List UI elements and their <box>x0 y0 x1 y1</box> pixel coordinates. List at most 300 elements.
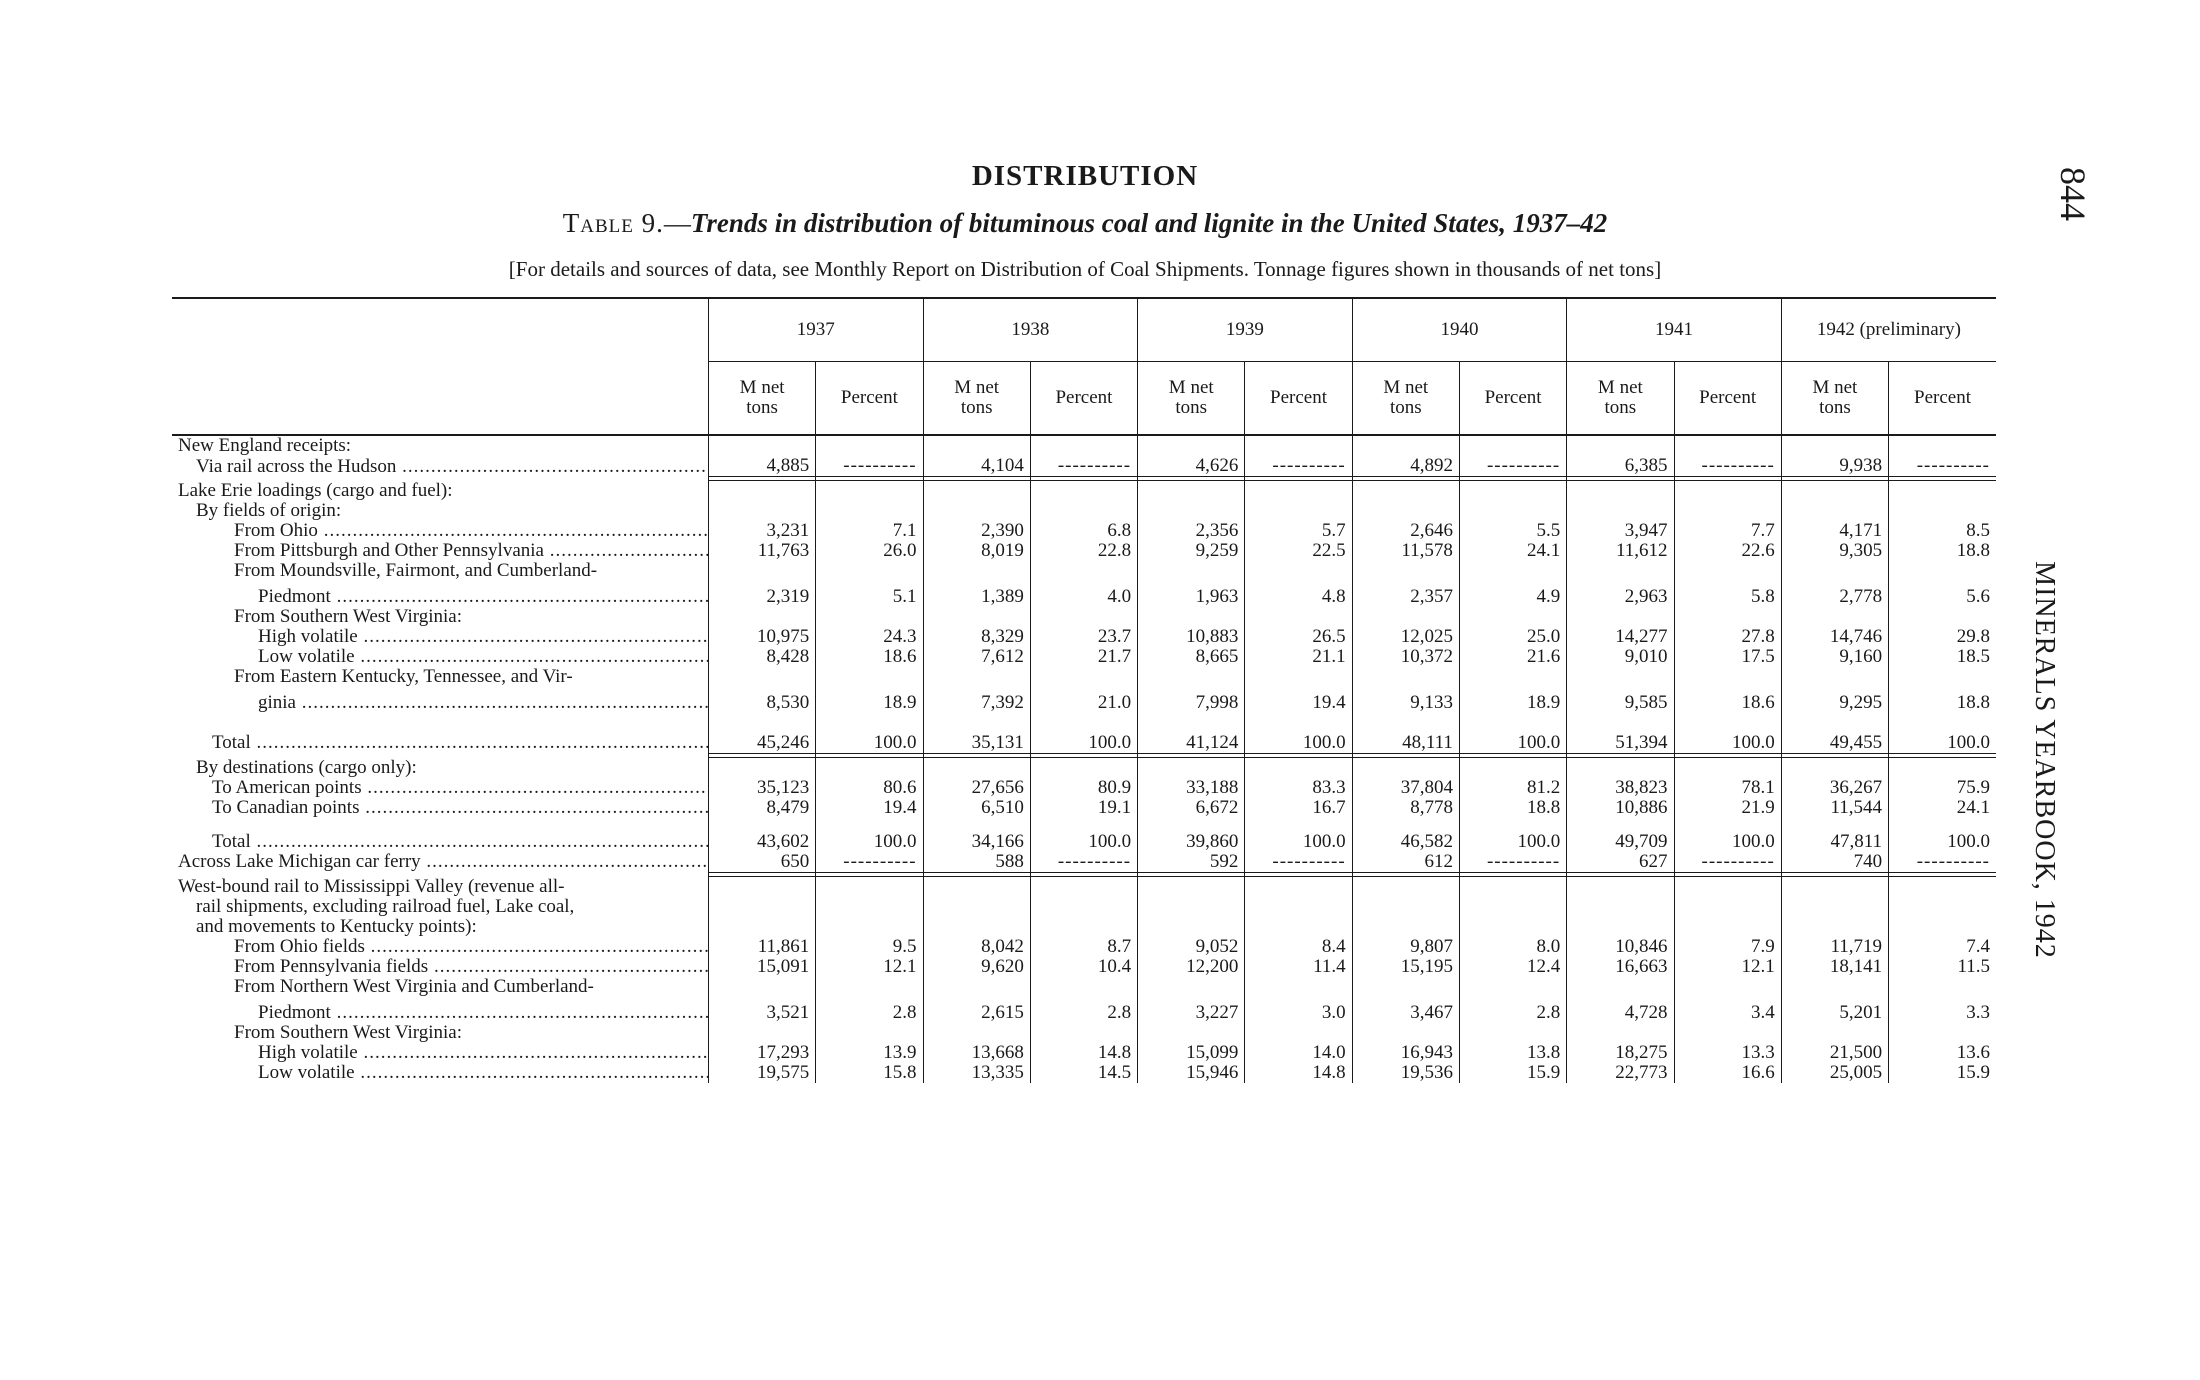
empty-cell <box>1567 897 1674 917</box>
empty-cell <box>1352 435 1459 456</box>
empty-cell <box>1352 607 1459 627</box>
percent-value: 18.8 <box>1889 541 1996 561</box>
tons-value: 9,938 <box>1781 456 1888 477</box>
percent-value: 11.4 <box>1245 957 1352 977</box>
empty-cell <box>1889 481 1996 502</box>
tons-value: 11,763 <box>708 541 815 561</box>
empty-cell <box>1674 977 1781 997</box>
empty-cell <box>1889 607 1996 627</box>
percent-value <box>1030 456 1137 477</box>
empty-cell <box>1889 897 1996 917</box>
empty-cell <box>923 435 1030 456</box>
table-row <box>172 1023 1996 1043</box>
percent-value: 7.9 <box>1674 937 1781 957</box>
empty-cell <box>1352 757 1459 778</box>
empty-cell <box>1352 501 1459 521</box>
empty-cell <box>816 501 923 521</box>
empty-cell <box>816 435 923 456</box>
empty-cell <box>1245 917 1352 937</box>
table-row <box>172 687 1996 713</box>
table-row <box>172 456 1996 477</box>
empty-cell <box>1352 667 1459 687</box>
percent-value: 7.1 <box>816 521 923 541</box>
tons-value: 4,728 <box>1567 997 1674 1023</box>
unit-header-tons <box>923 362 1030 436</box>
empty-cell <box>1889 561 1996 581</box>
percent-value <box>1245 852 1352 873</box>
percent-value: 14.8 <box>1030 1043 1137 1063</box>
table-row <box>172 561 1996 581</box>
running-head: MINERALS YEARBOOK, 1942 <box>2029 561 2060 959</box>
empty-cell <box>1138 667 1245 687</box>
tons-value: 11,544 <box>1781 798 1888 818</box>
empty-cell <box>1781 1023 1888 1043</box>
empty-cell <box>816 876 923 897</box>
table-row <box>172 501 1996 521</box>
percent-value: 16.7 <box>1245 798 1352 818</box>
percent-value: 75.9 <box>1889 778 1996 798</box>
percent-value: 21.1 <box>1245 647 1352 667</box>
tons-value: 15,099 <box>1138 1043 1245 1063</box>
tons-value: 8,479 <box>708 798 815 818</box>
empty-cell <box>708 757 815 778</box>
table-row <box>172 917 1996 937</box>
spacer-cell <box>1352 818 1459 832</box>
section-title: DISTRIBUTION <box>971 160 1199 192</box>
row-label: Via rail across the Hudson ..... <box>172 456 708 477</box>
tons-value: 6,510 <box>923 798 1030 818</box>
tons-value: 35,123 <box>708 778 815 798</box>
empty-cell <box>1781 481 1888 502</box>
empty-cell <box>1030 561 1137 581</box>
empty-cell <box>708 561 815 581</box>
empty-cell <box>1245 876 1352 897</box>
tons-value: 740 <box>1781 852 1888 873</box>
percent-value: 23.7 <box>1030 627 1137 647</box>
percent-value: 18.8 <box>1889 687 1996 713</box>
empty-cell <box>1245 501 1352 521</box>
tons-value: 9,160 <box>1781 647 1888 667</box>
percent-value: 6.8 <box>1030 521 1137 541</box>
row-heading: From Moundsville, Fairmont, and Cumberland- <box>234 561 598 581</box>
percent-value: 21.9 <box>1674 798 1781 818</box>
empty-cell <box>1245 977 1352 997</box>
spacer-cell <box>816 713 923 727</box>
tons-value: 9,305 <box>1781 541 1888 561</box>
empty-cell <box>923 757 1030 778</box>
empty-cell <box>1674 481 1781 502</box>
percent-value: 24.1 <box>1459 541 1566 561</box>
empty-cell <box>1781 435 1888 456</box>
year-header: 1941 <box>1567 299 1782 362</box>
percent-value: 4.0 <box>1030 581 1137 607</box>
table-row <box>172 778 1996 798</box>
tons-value: 17,293 <box>708 1043 815 1063</box>
spacer-cell <box>1030 713 1137 727</box>
tons-value: 36,267 <box>1781 778 1888 798</box>
tons-value: 10,886 <box>1567 798 1674 818</box>
tons-value: 16,663 <box>1567 957 1674 977</box>
year-header: 1939 <box>1138 299 1353 362</box>
percent-value: 24.1 <box>1889 798 1996 818</box>
percent-value: 14.5 <box>1030 1063 1137 1083</box>
tons-value: 4,892 <box>1352 456 1459 477</box>
percent-value: 15.9 <box>1459 1063 1566 1083</box>
tons-value: 7,392 <box>923 687 1030 713</box>
percent-value: 100.0 <box>1889 727 1996 753</box>
row-label: Total ..... <box>172 832 708 852</box>
percent-value: 8.4 <box>1245 937 1352 957</box>
percent-value: 12.1 <box>816 957 923 977</box>
tons-value: 12,025 <box>1352 627 1459 647</box>
empty-cell <box>1567 481 1674 502</box>
spacer-cell <box>1889 713 1996 727</box>
empty-cell <box>1030 897 1137 917</box>
tons-value: 8,329 <box>923 627 1030 647</box>
tons-value: 39,860 <box>1138 832 1245 852</box>
empty-cell <box>708 1023 815 1043</box>
percent-value: 100.0 <box>1459 727 1566 753</box>
empty-cell <box>816 481 923 502</box>
percent-value: 5.6 <box>1889 581 1996 607</box>
tons-value: 4,626 <box>1138 456 1245 477</box>
spacer-cell <box>1781 713 1888 727</box>
empty-cell <box>1459 977 1566 997</box>
percent-value: 3.0 <box>1245 997 1352 1023</box>
tons-value: 34,166 <box>923 832 1030 852</box>
tons-value: 9,807 <box>1352 937 1459 957</box>
empty-cell <box>923 607 1030 627</box>
empty-cell <box>1459 481 1566 502</box>
empty-cell <box>1781 876 1888 897</box>
tons-value: 7,612 <box>923 647 1030 667</box>
empty-cell <box>923 481 1030 502</box>
empty-cell <box>1138 917 1245 937</box>
unit-tons-line1: M net <box>1812 377 1858 398</box>
percent-value: 22.5 <box>1245 541 1352 561</box>
empty-cell <box>816 1023 923 1043</box>
row-label: From Ohio ..... <box>172 521 708 541</box>
tons-value: 47,811 <box>1781 832 1888 852</box>
percent-value: 17.5 <box>1674 647 1781 667</box>
percent-value: 8.0 <box>1459 937 1566 957</box>
unit-header-tons <box>1138 362 1245 436</box>
row-label: From Pittsburgh and Other Pennsylvania ..... <box>172 541 708 561</box>
empty-cell <box>1567 667 1674 687</box>
percent-value: 12.1 <box>1674 957 1781 977</box>
percent-value: 13.6 <box>1889 1043 1996 1063</box>
tons-value: 6,385 <box>1567 456 1674 477</box>
tons-value: 612 <box>1352 852 1459 873</box>
empty-cell <box>1352 917 1459 937</box>
row-label: Total ..... <box>172 727 708 753</box>
table-row <box>172 521 1996 541</box>
empty-cell <box>1889 1023 1996 1043</box>
empty-cell <box>1459 667 1566 687</box>
percent-value: 19.1 <box>1030 798 1137 818</box>
year-header: 1940 <box>1352 299 1567 362</box>
empty-cell <box>1138 757 1245 778</box>
empty-cell <box>1674 435 1781 456</box>
empty-cell <box>1889 501 1996 521</box>
row-heading: and movements to Kentucky points): <box>196 916 477 937</box>
percent-value: 5.1 <box>816 581 923 607</box>
percent-value <box>1889 456 1996 477</box>
tons-value: 15,195 <box>1352 957 1459 977</box>
tons-value: 16,943 <box>1352 1043 1459 1063</box>
tons-value: 11,612 <box>1567 541 1674 561</box>
row-heading: By destinations (cargo only): <box>196 757 417 778</box>
tons-value: 12,200 <box>1138 957 1245 977</box>
empty-cell <box>708 917 815 937</box>
empty-cell <box>1674 561 1781 581</box>
tons-value: 11,719 <box>1781 937 1888 957</box>
empty-cell <box>1674 501 1781 521</box>
empty-cell <box>1030 607 1137 627</box>
tons-value: 49,709 <box>1567 832 1674 852</box>
empty-cell <box>1030 1023 1137 1043</box>
percent-value: 19.4 <box>816 798 923 818</box>
tons-value: 3,521 <box>708 997 815 1023</box>
table-row <box>172 647 1996 667</box>
empty-cell <box>1030 917 1137 937</box>
unit-tons-line1: M net <box>1597 377 1643 398</box>
empty-cell <box>708 435 815 456</box>
percent-value: 21.6 <box>1459 647 1566 667</box>
percent-value: 5.7 <box>1245 521 1352 541</box>
unit-header-percent: Percent <box>1674 362 1781 436</box>
percent-value: 3.4 <box>1674 997 1781 1023</box>
table-title: Trends in distribution of bituminous coal and lignite in the United States, 1937–42 <box>690 208 1608 238</box>
tons-value: 2,356 <box>1138 521 1245 541</box>
percent-value: 15.8 <box>816 1063 923 1083</box>
empty-cell <box>708 977 815 997</box>
unit-tons-line1: M net <box>1383 377 1429 398</box>
percent-value: 78.1 <box>1674 778 1781 798</box>
table-row <box>172 757 1996 778</box>
percent-value: 2.8 <box>1030 997 1137 1023</box>
empty-cell <box>1459 1023 1566 1043</box>
empty-cell <box>1030 876 1137 897</box>
unit-header-percent: Percent <box>816 362 923 436</box>
tons-value: 13,335 <box>923 1063 1030 1083</box>
percent-value: 83.3 <box>1245 778 1352 798</box>
empty-cell <box>708 897 815 917</box>
percent-value: 22.6 <box>1674 541 1781 561</box>
percent-value <box>1459 456 1566 477</box>
empty-cell <box>1567 977 1674 997</box>
empty-cell <box>923 501 1030 521</box>
empty-cell <box>1245 757 1352 778</box>
percent-value: 100.0 <box>1245 727 1352 753</box>
tons-value: 27,656 <box>923 778 1030 798</box>
unit-header-tons <box>1781 362 1888 436</box>
year-header: 1938 <box>923 299 1138 362</box>
empty-cell <box>816 757 923 778</box>
empty-cell <box>1567 1023 1674 1043</box>
percent-value: 18.6 <box>816 647 923 667</box>
unit-tons-line1: M net <box>1168 377 1214 398</box>
empty-cell <box>1674 897 1781 917</box>
empty-cell <box>1674 1023 1781 1043</box>
percent-value: 100.0 <box>1030 832 1137 852</box>
percent-value: 9.5 <box>816 937 923 957</box>
tons-value: 9,052 <box>1138 937 1245 957</box>
empty-cell <box>923 977 1030 997</box>
tons-value: 38,823 <box>1567 778 1674 798</box>
spacer-cell <box>1030 818 1137 832</box>
distribution-table <box>172 297 1996 1083</box>
empty-cell <box>1245 435 1352 456</box>
tons-value: 18,141 <box>1781 957 1888 977</box>
spacer-cell <box>172 818 708 832</box>
unit-header-percent: Percent <box>1459 362 1566 436</box>
table-row <box>172 1063 1996 1083</box>
empty-cell <box>1889 667 1996 687</box>
unit-tons-line2: tons <box>1389 397 1422 418</box>
spacer-cell <box>1138 713 1245 727</box>
percent-value <box>1245 456 1352 477</box>
empty-cell <box>1352 1023 1459 1043</box>
row-label: High volatile ..... <box>172 627 708 647</box>
tons-value: 8,665 <box>1138 647 1245 667</box>
percent-value: 27.8 <box>1674 627 1781 647</box>
unit-tons-line2: tons <box>746 397 778 418</box>
empty-cell <box>1781 977 1888 997</box>
percent-value: 100.0 <box>1674 727 1781 753</box>
empty-cell <box>1138 561 1245 581</box>
empty-cell <box>1674 757 1781 778</box>
tons-value: 650 <box>708 852 815 873</box>
row-label: From Pennsylvania fields ..... <box>172 957 708 977</box>
empty-cell <box>1781 501 1888 521</box>
percent-value: 26.0 <box>816 541 923 561</box>
spacer-cell <box>1674 818 1781 832</box>
percent-value: 18.8 <box>1459 798 1566 818</box>
percent-value: 5.5 <box>1459 521 1566 541</box>
tons-value: 9,133 <box>1352 687 1459 713</box>
percent-value: 13.8 <box>1459 1043 1566 1063</box>
empty-cell <box>1459 501 1566 521</box>
percent-value: 11.5 <box>1889 957 1996 977</box>
table-row <box>172 977 1996 997</box>
percent-value: 19.4 <box>1245 687 1352 713</box>
empty-cell <box>816 667 923 687</box>
tons-value: 10,846 <box>1567 937 1674 957</box>
empty-cell <box>1781 561 1888 581</box>
empty-cell <box>1567 501 1674 521</box>
tons-value: 15,946 <box>1138 1063 1245 1083</box>
unit-header-percent: Percent <box>1245 362 1352 436</box>
percent-value: 18.9 <box>1459 687 1566 713</box>
year-header: 1942 (preliminary) <box>1781 299 1996 362</box>
empty-cell <box>1567 876 1674 897</box>
row-heading: From Eastern Kentucky, Tennessee, and Vir- <box>234 667 573 687</box>
spacer-cell <box>1781 818 1888 832</box>
spacer-cell <box>708 818 815 832</box>
percent-value: 12.4 <box>1459 957 1566 977</box>
empty-cell <box>1889 876 1996 897</box>
table-row <box>172 957 1996 977</box>
percent-value: 80.9 <box>1030 778 1137 798</box>
empty-cell <box>923 917 1030 937</box>
tons-value: 8,530 <box>708 687 815 713</box>
empty-cell <box>1030 435 1137 456</box>
percent-value <box>1674 456 1781 477</box>
table-row <box>172 607 1996 627</box>
percent-value: 80.6 <box>816 778 923 798</box>
percent-value <box>1889 852 1996 873</box>
percent-value: 3.3 <box>1889 997 1996 1023</box>
percent-value: 15.9 <box>1889 1063 1996 1083</box>
spacer-cell <box>1138 818 1245 832</box>
table-row <box>172 937 1996 957</box>
percent-value: 5.8 <box>1674 581 1781 607</box>
table-row <box>172 832 1996 852</box>
tons-value: 33,188 <box>1138 778 1245 798</box>
empty-cell <box>1138 897 1245 917</box>
empty-cell <box>816 607 923 627</box>
row-label: High volatile ..... <box>172 1043 708 1063</box>
empty-cell <box>1459 607 1566 627</box>
row-heading: From Northern West Virginia and Cumberland- <box>234 976 594 997</box>
row-label: ginia ..... <box>172 687 708 713</box>
spacer-cell <box>172 713 708 727</box>
tons-value: 2,390 <box>923 521 1030 541</box>
empty-cell <box>1352 561 1459 581</box>
tons-value: 2,778 <box>1781 581 1888 607</box>
unit-tons-line2: tons <box>1819 397 1851 418</box>
tons-value: 11,578 <box>1352 541 1459 561</box>
tons-value: 19,536 <box>1352 1063 1459 1083</box>
empty-cell <box>1674 876 1781 897</box>
tons-value: 4,885 <box>708 456 815 477</box>
percent-value: 22.8 <box>1030 541 1137 561</box>
tons-value: 51,394 <box>1567 727 1674 753</box>
tons-value: 35,131 <box>923 727 1030 753</box>
tons-value: 13,668 <box>923 1043 1030 1063</box>
empty-cell <box>1030 481 1137 502</box>
tons-value: 11,861 <box>708 937 815 957</box>
empty-cell <box>1245 667 1352 687</box>
percent-value: 100.0 <box>1674 832 1781 852</box>
empty-cell <box>1245 481 1352 502</box>
percent-value: 18.5 <box>1889 647 1996 667</box>
spacer-cell <box>1459 818 1566 832</box>
table-row <box>172 435 1996 456</box>
tons-value: 49,455 <box>1781 727 1888 753</box>
table-row <box>172 1043 1996 1063</box>
empty-cell <box>816 917 923 937</box>
tons-value: 7,998 <box>1138 687 1245 713</box>
empty-cell <box>1674 607 1781 627</box>
row-label: Low volatile ..... <box>172 647 708 667</box>
percent-value: 2.8 <box>816 997 923 1023</box>
spacer-cell <box>708 713 815 727</box>
row-label: To Canadian points ..... <box>172 798 708 818</box>
empty-cell <box>1781 917 1888 937</box>
percent-value <box>1674 852 1781 873</box>
percent-value: 4.8 <box>1245 581 1352 607</box>
empty-cell <box>1245 607 1352 627</box>
empty-cell <box>1352 977 1459 997</box>
percent-value: 24.3 <box>816 627 923 647</box>
percent-value: 4.9 <box>1459 581 1566 607</box>
spacer-cell <box>1245 818 1352 832</box>
empty-cell <box>708 481 815 502</box>
tons-value: 3,947 <box>1567 521 1674 541</box>
spacer-cell <box>1245 713 1352 727</box>
